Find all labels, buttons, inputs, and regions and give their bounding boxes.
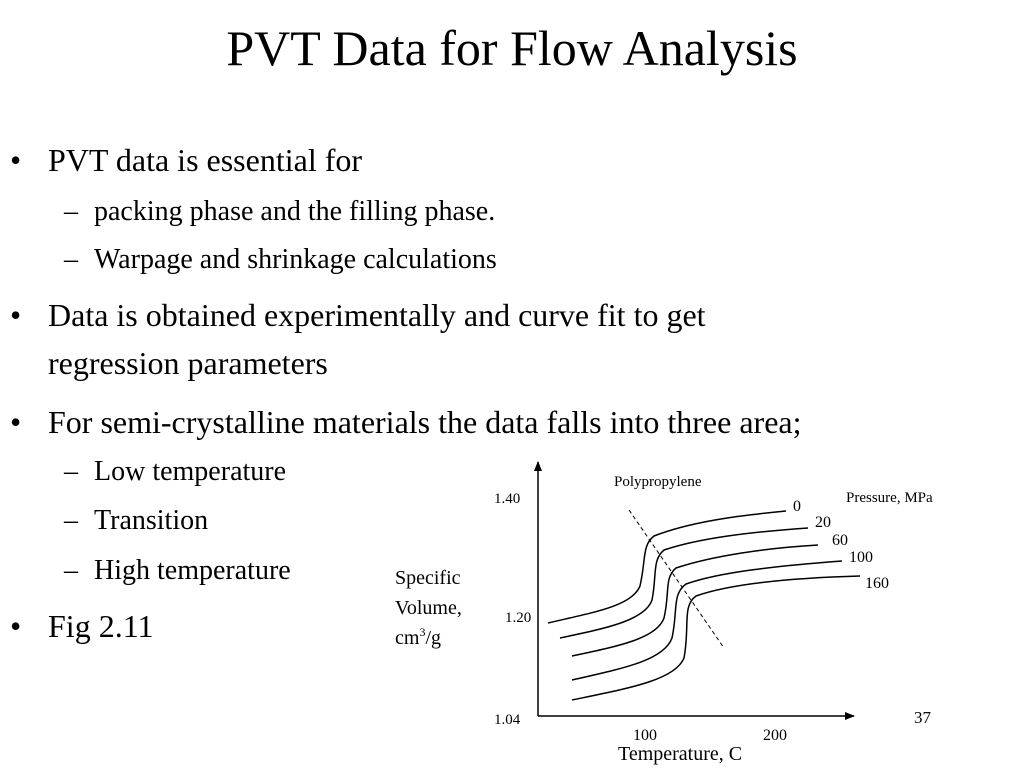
sub-bullet-text: Warpage and shrinkage calculations [94,244,497,275]
sub-bullet-text: High temperature [94,555,291,586]
pvt-curve-160mpa [572,576,860,700]
sub-bullet-text: packing phase and the filling phase. [94,196,496,227]
material-label: Polypropylene [614,474,702,490]
y-axis-label-line: Volume, [395,597,462,619]
pvt-curve-60mpa [572,545,818,656]
y-axis-unit-label: $cm^3/g$ [395,625,441,649]
dash-marker: – [64,196,78,227]
bullet-text: Fig 2.11 [48,608,154,644]
bullet-marker: • [10,297,22,333]
pressure-label-160: 160 [865,575,889,592]
bullet-marker: • [10,142,22,178]
sub-bullet-text: Low temperature [94,456,287,487]
transition-dashed-line [629,510,724,648]
dash-marker: – [64,244,78,275]
bullet-text: regression parameters [48,345,328,381]
bullet-text: Data is obtained experimentally and curve fit to get [48,297,706,333]
page-number: 37 [914,708,931,727]
pressure-label-60: 60 [832,532,848,549]
x-tick-label: 100 [633,727,657,744]
y-axis-label-line: Specific [395,567,461,589]
bullet-text: For semi-crystalline materials the data falls into three area; [48,404,802,440]
dash-marker: – [64,505,78,536]
pvt-curve-0mpa [548,511,786,623]
x-tick-label: 200 [763,727,787,744]
pressure-label-0: 0 [793,498,801,515]
bullet-text: PVT data is essential for [48,142,363,178]
pvt-curve-20mpa [560,528,808,638]
slide-title: PVT Data for Flow Analysis [226,20,798,76]
dash-marker: – [64,555,78,586]
dash-marker: – [64,456,78,487]
y-tick-label: 1.20 [505,610,532,626]
pressure-label-100: 100 [849,549,873,566]
bullet-marker: • [10,404,22,440]
y-tick-label: 1.40 [494,491,521,507]
pressure-label-20: 20 [815,514,831,531]
x-axis-label: Temperature, C [618,743,743,765]
sub-bullet-text: Transition [94,505,209,536]
y-tick-label: 1.04 [494,712,521,728]
bullet-marker: • [10,608,22,644]
legend-title: Pressure, MPa [846,490,933,506]
